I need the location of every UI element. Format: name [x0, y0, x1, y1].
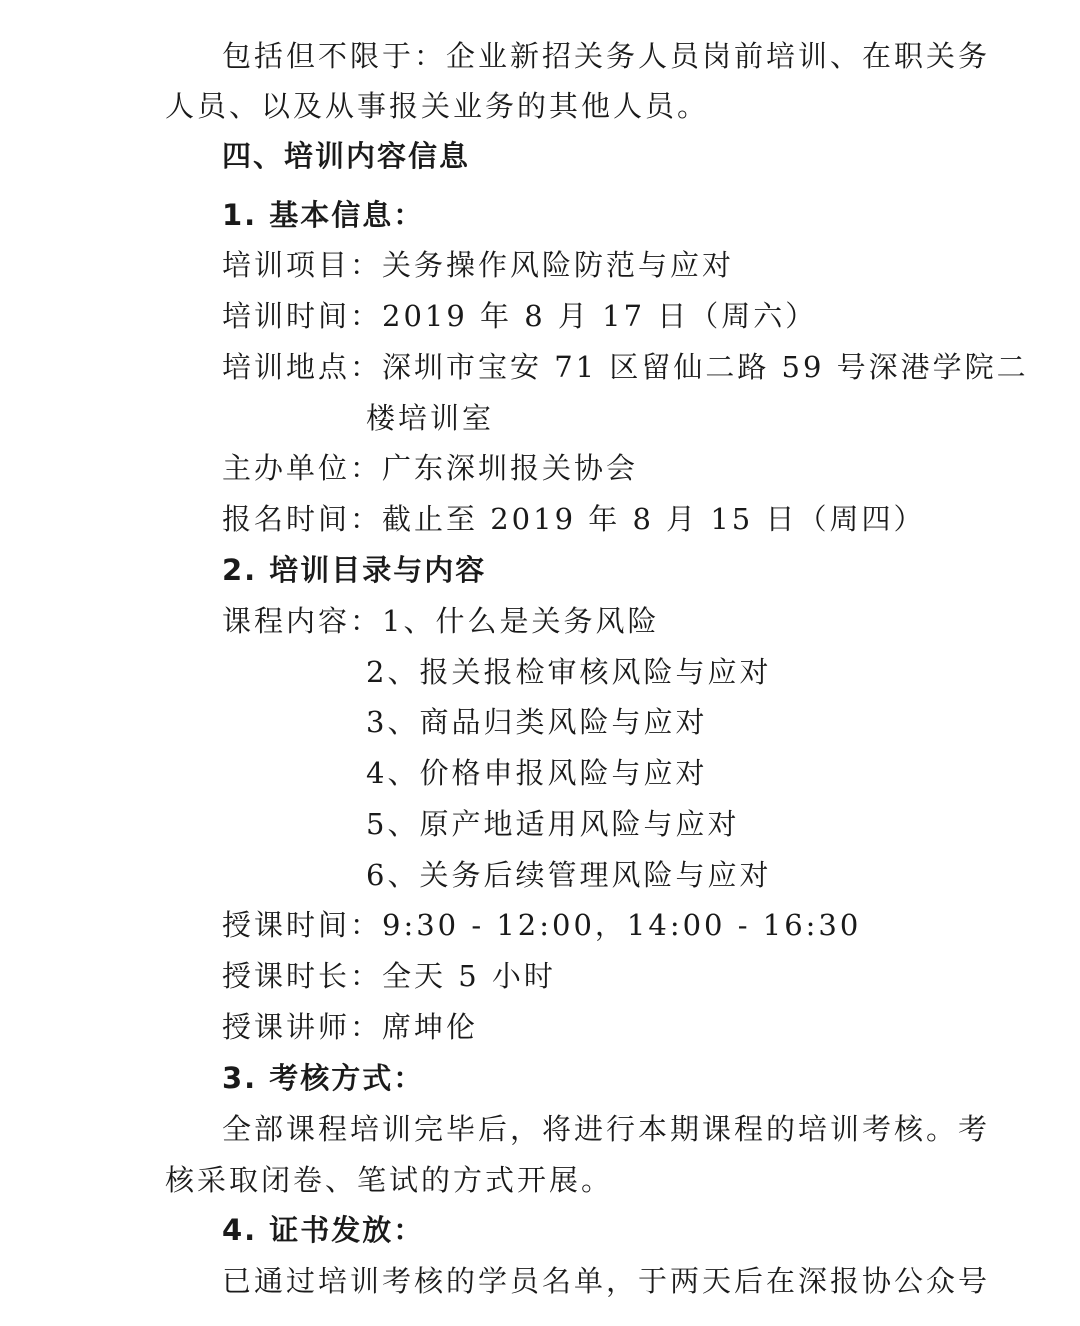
training-time: 培训时间：2019 年 8 月 17 日（周六） [222, 299, 818, 333]
course-item: 4、价格申报风险与应对 [366, 756, 708, 790]
assessment-line-1: 全部课程培训完毕后，将进行本期课程的培训考核。考 [222, 1112, 991, 1146]
training-project: 培训项目：关务操作风险防范与应对 [222, 248, 735, 282]
certificate-heading: 4. 证书发放： [222, 1213, 425, 1247]
intro-line-1: 包括但不限于：企业新招关务人员岗前培训、在职关务 [222, 39, 991, 73]
course-item: 2、报关报检审核风险与应对 [366, 655, 772, 689]
assessment-heading: 3. 考核方式： [222, 1061, 425, 1095]
organizer: 主办单位：广东深圳报关协会 [222, 451, 639, 485]
section-4-heading: 四、培训内容信息 [222, 139, 471, 173]
course-item: 5、原产地适用风险与应对 [366, 807, 740, 841]
certificate-line-1: 已通过培训考核的学员名单，于两天后在深报协公众号 [222, 1264, 991, 1298]
class-time: 授课时间：9:30 - 12:00，14:00 - 16:30 [222, 908, 862, 942]
assessment-line-2: 核采取闭卷、笔试的方式开展。 [165, 1163, 614, 1197]
training-location-line-1: 培训地点：深圳市宝安 71 区留仙二路 59 号深港学院二 [222, 350, 1029, 384]
lecturer: 授课讲师：席坤伦 [222, 1010, 479, 1044]
basic-info-heading: 1. 基本信息： [222, 198, 425, 232]
class-duration: 授课时长：全天 5 小时 [222, 959, 556, 993]
registration-time: 报名时间：截止至 2019 年 8 月 15 日（周四） [222, 502, 926, 536]
training-location-line-2: 楼培训室 [366, 401, 495, 435]
course-content: 课程内容：1、什么是关务风险 [222, 604, 660, 638]
catalog-heading: 2. 培训目录与内容 [222, 553, 487, 587]
course-item: 6、关务后续管理风险与应对 [366, 858, 772, 892]
course-item: 3、商品归类风险与应对 [366, 705, 708, 739]
intro-line-2: 人员、以及从事报关业务的其他人员。 [165, 89, 710, 123]
